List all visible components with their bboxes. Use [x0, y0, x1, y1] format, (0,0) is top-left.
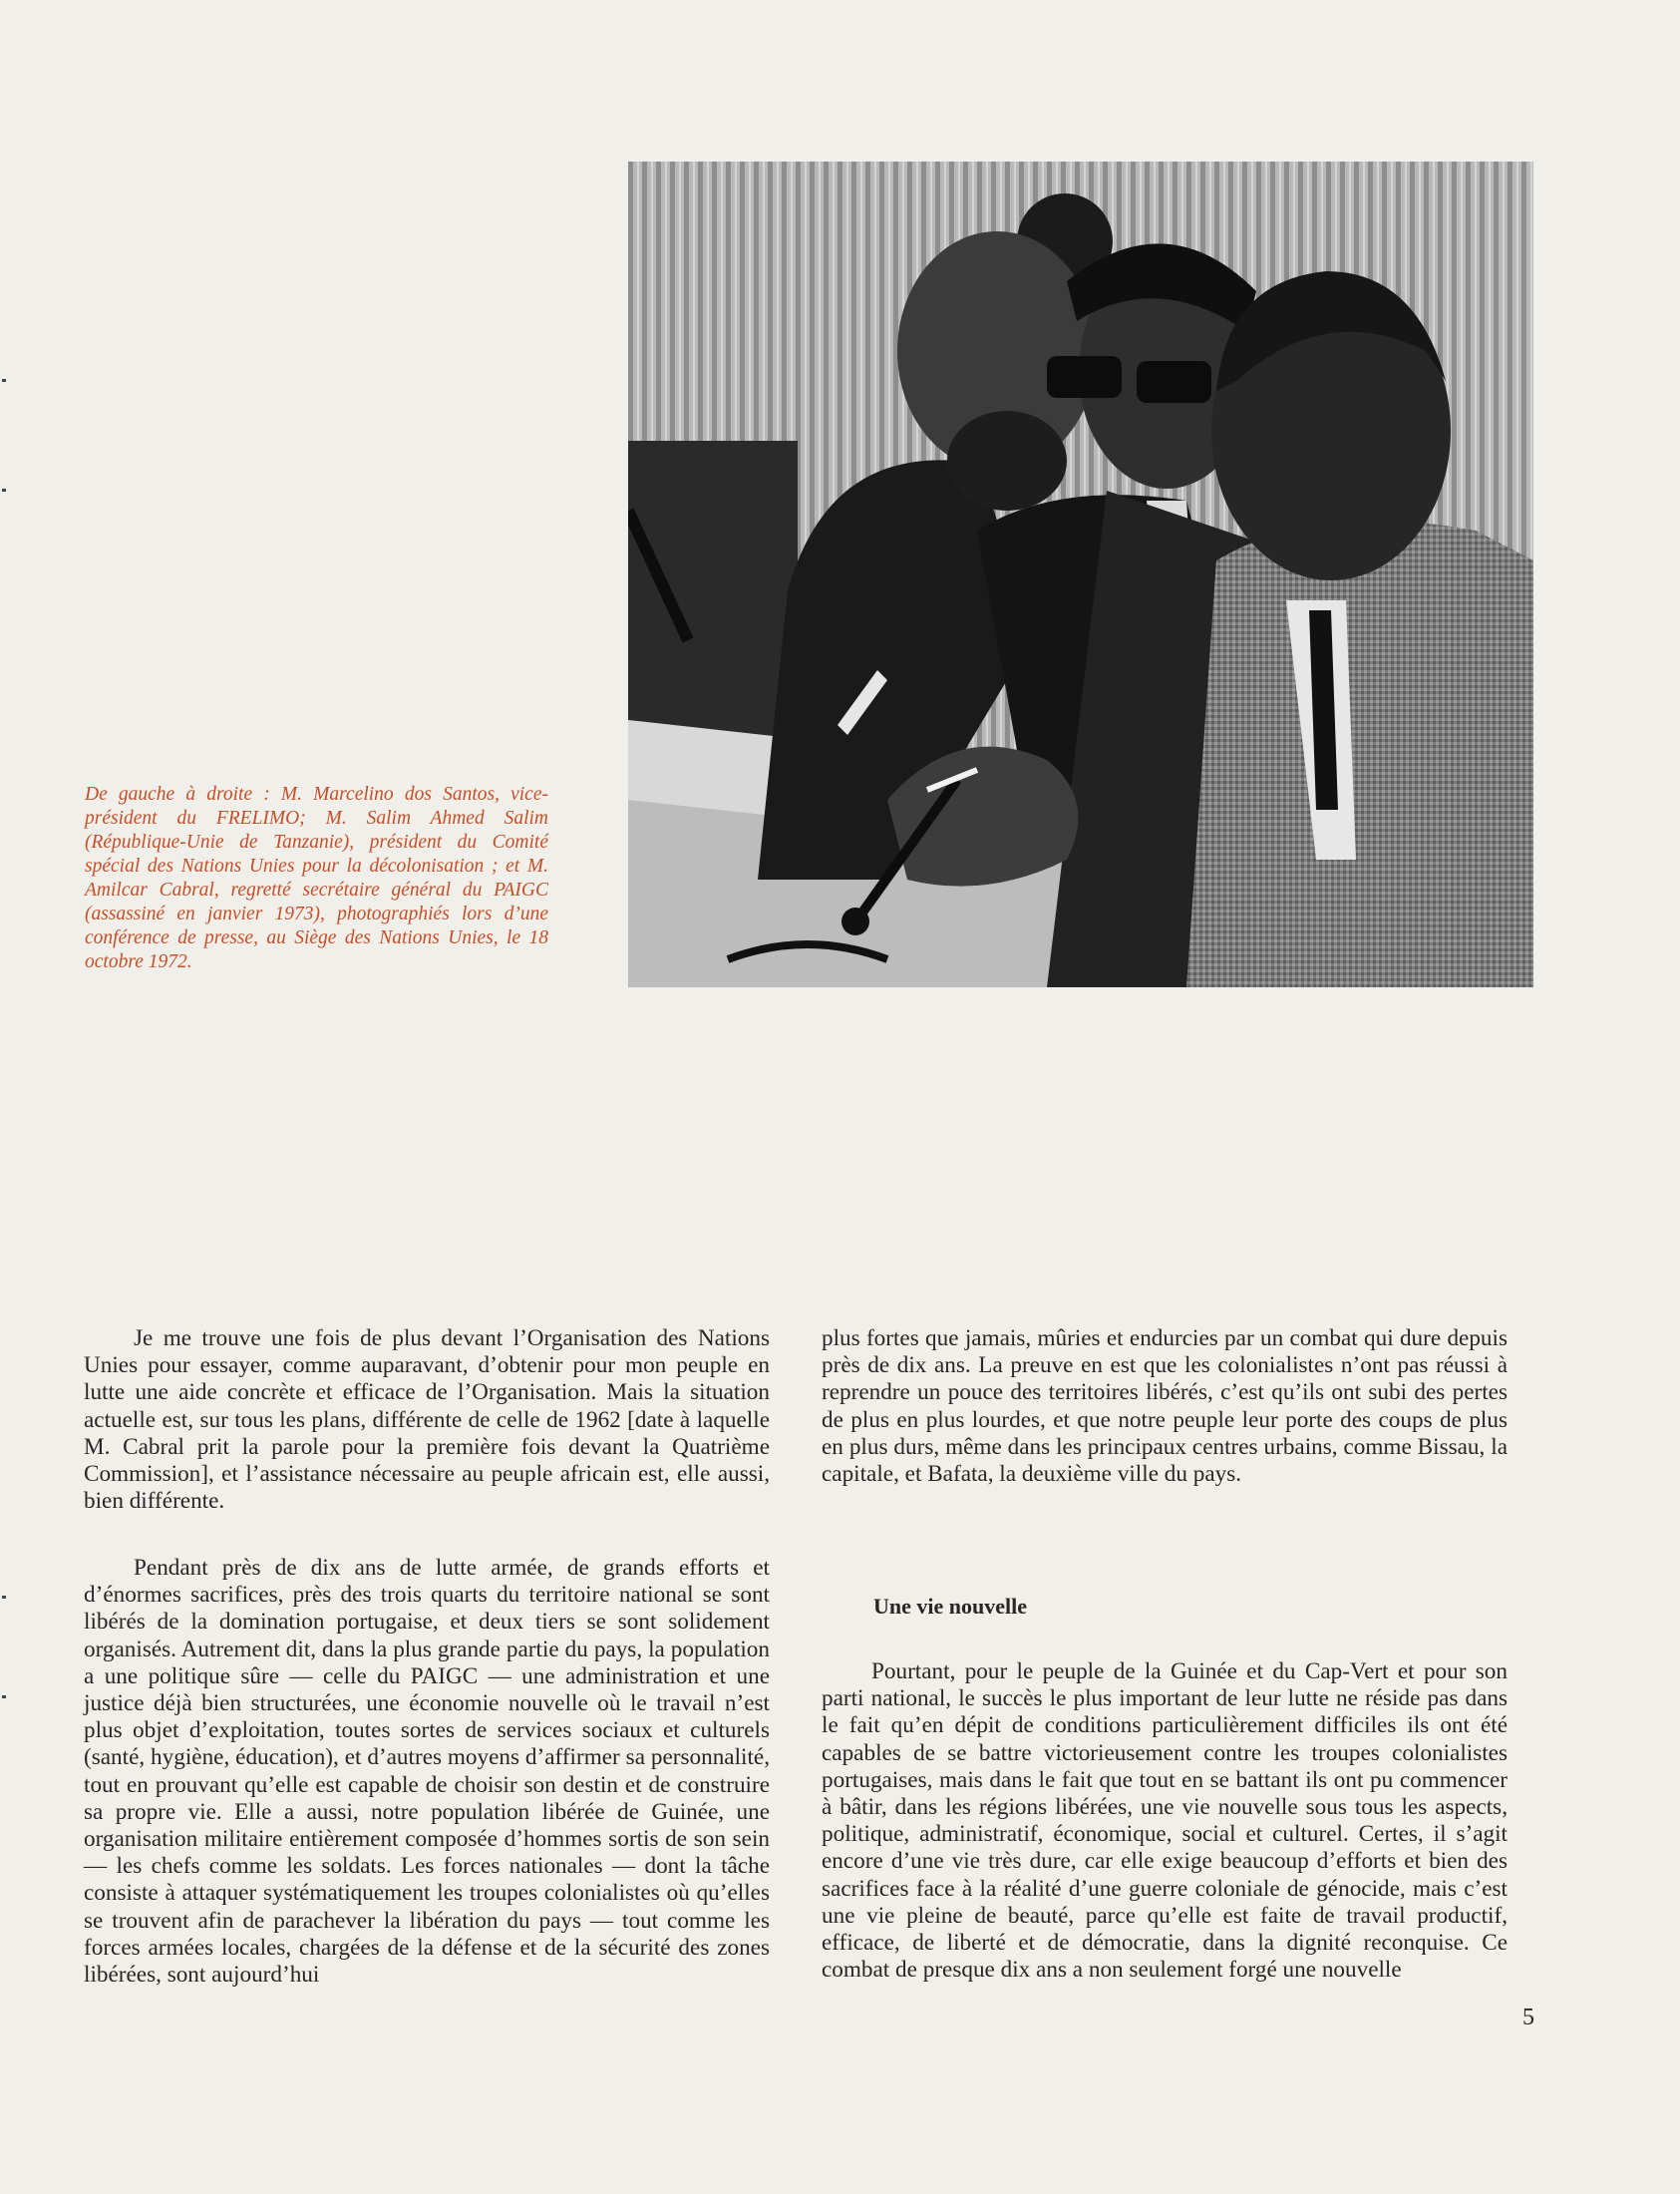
right-column-bottom [822, 1658, 1508, 1984]
body-paragraph: plus fortes que jamais, mûries et endurcies par un combat qui dure depuis près de dix ans. La preuve en est que les colonialistes n’ont pas réussi à reprendre un pouce des territoires libérés, c’est qu’ils ont subi des pertes de plus en plus lourdes, et que notre peuple leur porte des coups de plus en plus durs, même dans les principaux centres urbains, comme Bissau, la capitale, et Bafata, la deuxième ville du pays. [822, 1325, 1508, 1488]
body-paragraph: Pendant près de dix ans de lutte armée, de grands efforts et d’énormes sacrifices, près des trois quarts du territoire national se sont libérés de la domination portugaise, et deux tiers se sont solidement organisés. Autrement dit, dans la plus grande partie du pays, la population a une politique sûre — celle du PAIGC — une administration et une justice déjà bien structurées, une économie nouvelle où le travail n’est plus objet d’exploitation, toutes sortes de services sociaux et culturels (santé, hygiène, éducation), et d’autres moyens d’affirmer sa personnalité, tout en prouvant qu’elle est capable de choisir son destin et de construire sa propre vie. Elle a aussi, notre population libérée de Guinée, une organisation militaire entièrement composée d’hommes sortis de son sein — les chefs comme les soldats. Les forces nationales — dont la tâche consiste à attaquer systématiquement les troupes colonialistes où qu’elles se trouvent afin de parachever la libération du pays — tout comme les forces armées locales, chargées de la défense et de la sécurité des zones libérées, sont aujourd’hui [84, 1555, 770, 1989]
right-column-top [822, 1325, 1508, 1488]
left-column-top [84, 1325, 770, 1515]
body-paragraph: Pourtant, pour le peuple de la Guinée et du Cap-Vert et pour son parti national, le succès le plus important de leur lutte ne réside pas dans le fait qu’en dépit de conditions particulièrement difficiles ils ont été capables de se battre victorieusement contre les troupes colonialistes portugaises, mais dans le fait que tout en se battant ils ont pu commencer à bâtir, dans les régions libérées, une vie nouvelle sous tous les aspects, politique, administratif, économique, social et culturel. Certes, il s’agit encore d’une vie très dure, car elle exige beaucoup d’efforts et bien des sacrifices face à la réalité d’une guerre coloniale de génocide, mais c’est une vie pleine de beauté, parce qu’elle est faite de travail productif, efficace, de liberté et de démocratie, dans la dignité reconquise. Ce combat de presque dix ans a non seulement forgé une nouvelle [822, 1658, 1508, 1984]
section-subheading: Une vie nouvelle [873, 1594, 1027, 1619]
margin-mark [2, 1695, 6, 1698]
body-paragraph: Je me trouve une fois de plus devant l’Organisation des Nations Unies pour essayer, comme auparavant, d’obtenir pour mon peuple en lutte une aide concrète et efficace de l’Organisation. Mais la situation actuelle est, sur tous les plans, différente de celle de 1962 [date à laquelle M. Cabral prit la parole pour la première fois devant la Quatrième Commission], et l’assistance nécessaire au peuple africain est, elle aussi, bien différente. [84, 1325, 770, 1515]
photo-caption: De gauche à droite : M. Marcelino dos Santos, vice-président du FRELIMO; M. Salim Ahmed Salim (République-Unie de Tanzanie), président du Comité spécial des Nations Unies pour la décolonisation ; et M. Amilcar Cabral, regretté secrétaire général du PAIGC (assassiné en janvier 1973), photographiés lors d’une conférence de presse, au Siège des Nations Unies, le 18 octobre 1972. [85, 784, 548, 972]
left-column-bottom [84, 1555, 770, 1989]
page-number: 5 [1522, 2005, 1534, 2030]
photo-illustration [628, 162, 1533, 987]
margin-mark [2, 1596, 6, 1599]
margin-mark [2, 379, 6, 382]
press-conference-photo [628, 162, 1533, 987]
margin-mark [2, 489, 6, 492]
